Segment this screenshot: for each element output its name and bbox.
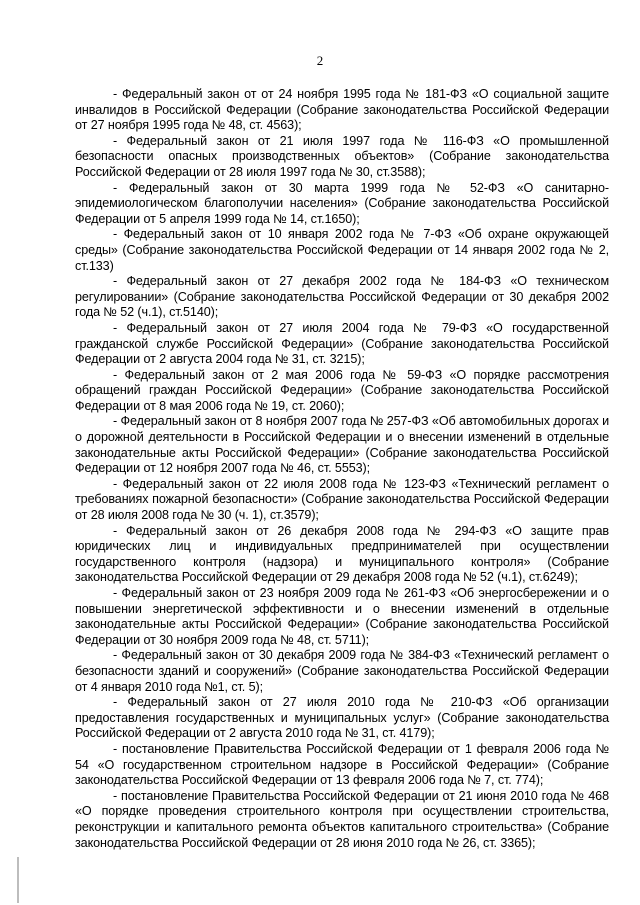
list-item: - Федеральный закон от 22 июля 2008 года № 123-ФЗ «Технический регламент о требованиях пожарной безопасности» (Собрание законодательства Российской Федерации от 28 июля 2008 года № 30 (ч. 1), ст.3579); [75, 476, 609, 523]
scan-edge-mark [17, 857, 19, 903]
list-item: - Федеральный закон от от 24 ноября 1995 года № 181-ФЗ «О социальной защите инвалидов в Российской Федерации (Собрание законодательства Российской Федерации от 27 ноября 1995 года № 48, ст. 4563); [75, 87, 609, 133]
list-item: - Федеральный закон от 21 июля 1997 года № 116-ФЗ «О промышленной безопасности опасных производственных объектов» (Собрание законодательства Российской Федерации от 28 июля 1997 года № 30, ст.3588); [75, 133, 609, 179]
list-item: - Федеральный закон от 27 июля 2004 года № 79-ФЗ «О государственной гражданской службе Российской Федерации» (Собрание законодательства Российской Федерации от 2 августа 2004 года № 31, ст. 3215); [75, 320, 609, 367]
list-item: - Федеральный закон от 30 марта 1999 года № 52-ФЗ «О санитарно-эпидемиологическом благополучии населения» (Собрание законодательства Российской Федерации от 5 апреля 1999 года № 14, ст.1650); [75, 180, 609, 226]
list-item: - Федеральный закон от 8 ноября 2007 года № 257-ФЗ «Об автомобильных дорогах и о дорожной деятельности в Российской Федерации и о внесении изменений в отдельные законодательные акты Российской Федерации» (Собрание законодательства Российской Федерации от 12 ноября 2007 года № 46, ст. 5553); [75, 414, 609, 476]
list-item: - Федеральный закон от 23 ноября 2009 года № 261-ФЗ «Об энергосбережении и о повышении энергетической эффективности и о внесении изменений в отдельные законодательные акты Российской Федерации» (Собрание законодательства Российской Федерации от 30 ноября 2009 года № 48, ст. 5711); [75, 586, 609, 647]
legal-acts-list [75, 87, 609, 851]
page-number: 2 [316, 53, 324, 68]
list-item: - Федеральный закон от 26 декабря 2008 года № 294-ФЗ «О защите прав юридических лиц и индивидуальных предпринимателей при осуществлении государственного контроля (надзора) и муниципального контроля» (Собрание законодательства Российской Федерации от 29 декабря 2008 года № 52 (ч.1), ст.6249); [75, 523, 609, 585]
list-item: - Федеральный закон от 27 декабря 2002 года № 184-ФЗ «О техническом регулировании» (Собрание законодательства Российской Федерации от 30 декабря 2002 года № 52 (ч.1), ст.5140); [75, 274, 609, 320]
list-item: - постановление Правительства Российской Федерации от 21 июня 2010 года № 468 «О порядке проведения строительного контроля при осуществлении строительства, реконструкции и капитального ремонта объектов капитального строительства» (Собрание законодательства Российской Федерации от 28 июня 2010 года № 26, ст. 3365); [75, 788, 609, 850]
list-item: - постановление Правительства Российской Федерации от 1 февраля 2006 года № 54 «О государственном строительном надзоре в Российской Федерации» (Собрание законодательства Российской Федерации от 13 февраля 2006 года № 7, ст. 774); [75, 741, 609, 788]
list-item: - Федеральный закон от 10 января 2002 года № 7-ФЗ «Об охране окружающей среды» (Собрание законодательства Российской Федерации от 14 января 2002 года № 2, ст.133) [75, 227, 609, 273]
list-item: - Федеральный закон от 2 мая 2006 года № 59-ФЗ «О порядке рассмотрения обращений граждан Российской Федерации» (Собрание законодательства Российской Федерации от 8 мая 2006 года № 19, ст. 2060); [75, 367, 609, 413]
list-item: - Федеральный закон от 30 декабря 2009 года № 384-ФЗ «Технический регламент о безопасности зданий и сооружений» (Собрание законодательства Российской Федерации от 4 января 2010 года №1, ст. 5); [75, 648, 609, 694]
list-item: - Федеральный закон от 27 июля 2010 года № 210-ФЗ «Об организации предоставления государственных и муниципальных услуг» (Собрание законодательства Российской Федерации от 2 августа 2010 года № 31, ст. 4179); [75, 695, 609, 741]
